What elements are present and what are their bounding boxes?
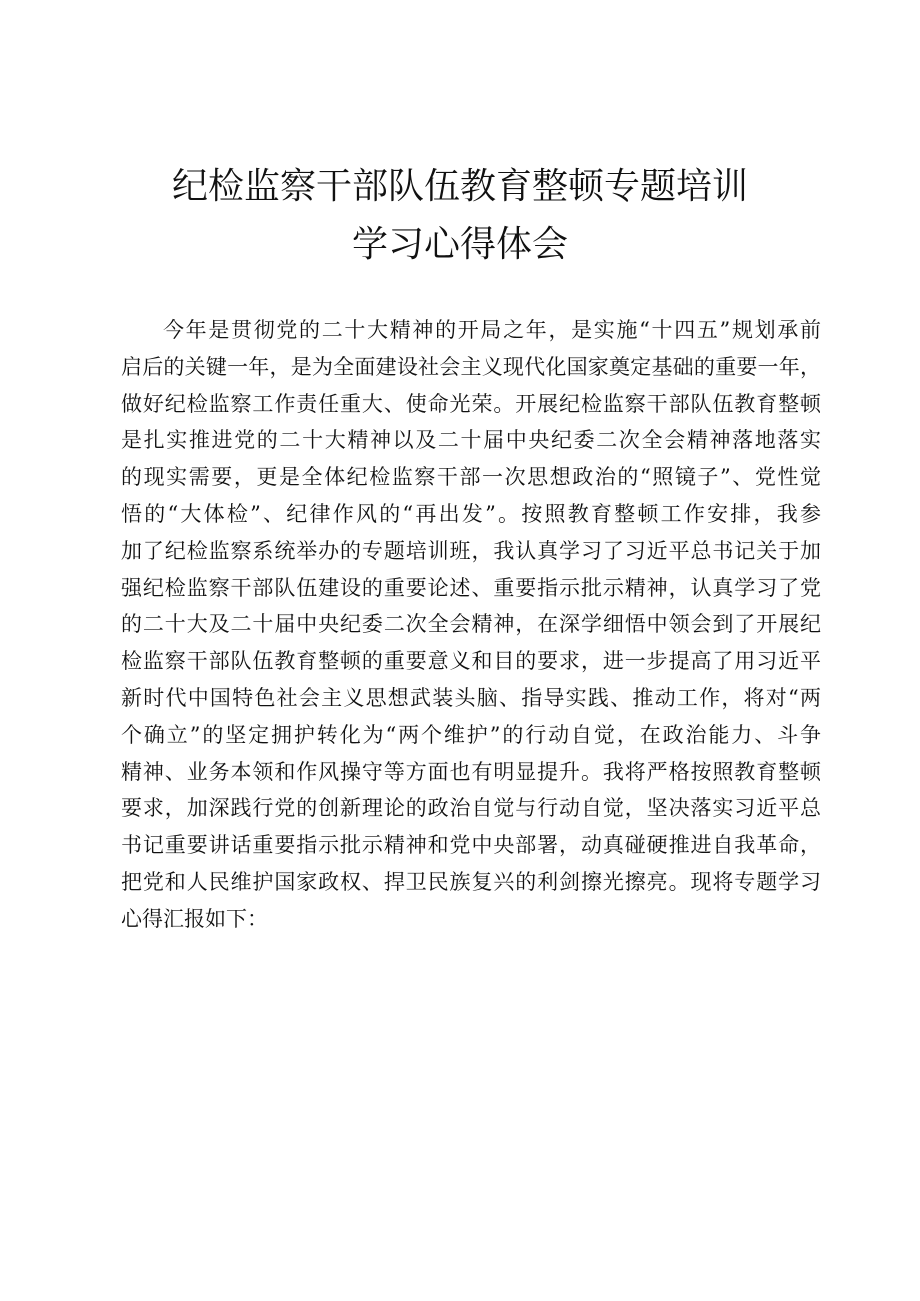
paragraph-line: 加了纪检监察系统举办的专题培训班，我认真学习了习近平总书记关于加 xyxy=(121,538,821,563)
paragraph-line: 检监察干部队伍教育整顿的重要意义和目的要求，进一步提高了用习近平 xyxy=(121,649,821,674)
paragraph-line: 是扎实推进党的二十大精神以及二十届中央纪委二次全会精神落地落实 xyxy=(121,428,821,453)
paragraph-line: 今年是贯彻党的二十大精神的开局之年，是实施“十四五”规划承前 xyxy=(163,318,821,342)
paragraph-line: 把党和人民维护国家政权、捍卫民族复兴的利剑擦光擦亮。现将专题学习 xyxy=(121,869,821,894)
paragraph-line: 的二十大及二十届中央纪委二次全会精神，在深学细悟中领会到了开展纪 xyxy=(121,612,821,637)
paragraph-line: 悟的“大体检”、纪律作风的“再出发”。按照教育整顿工作安排，我参 xyxy=(121,501,821,526)
paragraph-line: 心得汇报如下： xyxy=(121,906,268,931)
paragraph-line: 要求，加深践行党的创新理论的政治自觉与行动自觉，坚决落实习近平总 xyxy=(121,796,821,821)
title-line-1: 纪检监察干部队伍教育整顿专题培训 xyxy=(171,166,748,207)
document-title xyxy=(100,158,820,274)
paragraph-line: 精神、业务本领和作风操守等方面也有明显提升。我将严格按照教育整顿 xyxy=(121,759,821,784)
paragraph-line: 个确立”的坚定拥护转化为“两个维护”的行动自觉，在政治能力、斗争 xyxy=(121,722,821,747)
paragraph-line: 的现实需要，更是全体纪检监察干部一次思想政治的“照镜子”、党性觉 xyxy=(121,465,821,490)
paragraph-line: 做好纪检监察工作责任重大、使命光荣。开展纪检监察干部队伍教育整顿 xyxy=(121,391,821,416)
paragraph-line: 强纪检监察干部队伍建设的重要论述、重要指示批示精神，认真学习了党 xyxy=(121,575,821,600)
title-line-2: 学习心得体会 xyxy=(351,224,568,265)
paragraph-line: 书记重要讲话重要指示批示精神和党中央部署，动真碰硬推进自我革命， xyxy=(121,833,821,858)
body-paragraph xyxy=(121,312,821,938)
paragraph-line: 启后的关键一年，是为全面建设社会主义现代化国家奠定基础的重要一年， xyxy=(121,354,821,379)
paragraph-line: 新时代中国特色社会主义思想武装头脑、指导实践、推动工作，将对“两 xyxy=(121,685,821,710)
